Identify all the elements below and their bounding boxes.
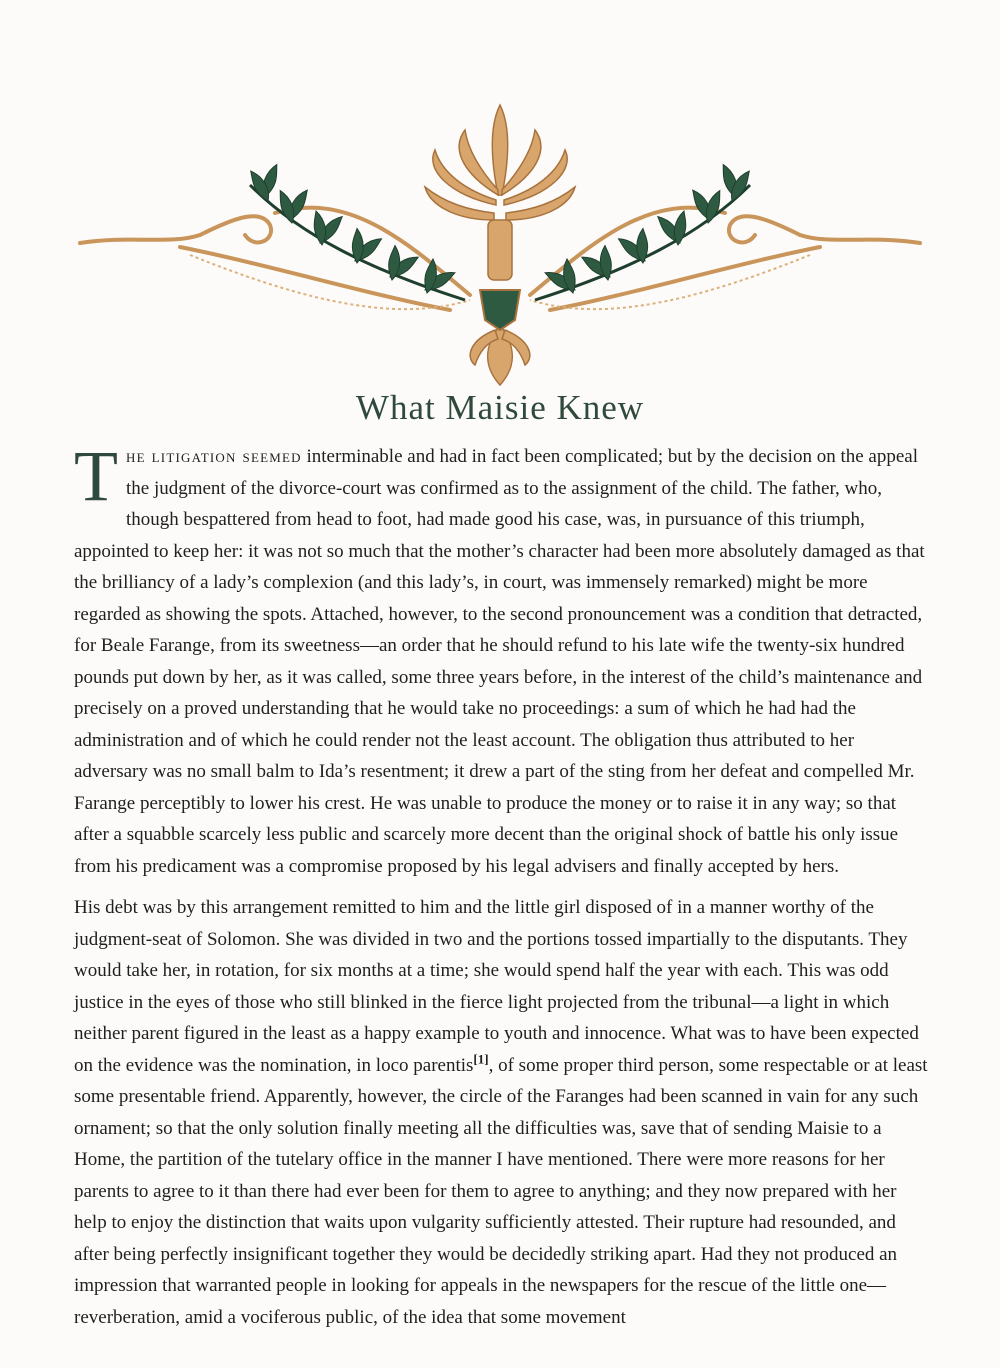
- paragraph-1: [74, 436, 929, 882]
- paragraph-2: [74, 892, 929, 1333]
- body-text: [74, 436, 929, 1343]
- paragraph-2-text-after: , of some proper third person, some respectable or at least some presentable friend. Apparently, however, the circle of the Faranges had been scanned in vain for any such ornament; so that the only solution finally meeting all the difficulties was, save that of sending Maisie to a Home, the partition of the tutelary office in the manner I have mentioned. There were more reasons for her parents to agree to it than there had ever been for them to agree to anything; and they now prepared with her help to enjoy the distinction that waits upon vulgarity sufficiently attested. Their rupture had resounded, and after being perfectly insignificant together they would be decidedly striking apart. Had they not produced an impression that warranted people in looking for appeals in the newspapers for the rescue of the little one—reverberation, amid a vociferous public, of the idea that some movement: [74, 1054, 928, 1328]
- laurel-acanthus-ornament-icon: [70, 95, 930, 390]
- footnote-link[interactable]: [1]: [473, 1051, 489, 1067]
- paragraph-2-text-before: His debt was by this arrangement remitted to him and the little girl disposed of in a manner worthy of the judgment-seat of Solomon. She was divided in two and the portions tossed impartially to the disputants. They would take her, in rotation, for six months at a time; she would spend half the year with each. This was odd justice in the eyes of those who still blinked in the fierce light projected from the tribunal—a light in which neither parent figured in the least as a happy example to youth and innocence. What was to have been expected on the evidence was the nomination, in loco parentis: [74, 897, 919, 1076]
- paragraph-1-text: interminable and had in fact been complicated; but by the decision on the appeal the judgment of the divorce-court was confirmed as to the assignment of the child. The father, who, though bespattered from head to foot, had made good his case, was, in pursuance of this triumph, appointed to keep her: it was not so much that the mother’s character had been more absolutely damaged as that the brilliancy of a lady’s complexion (and this lady’s, in court, was immensely remarked) might be more regarded as showing the spots. Attached, however, to the second pronouncement was a condition that detracted, for Beale Farange, from its sweetness—an order that he should refund to his late wife the twenty-six hundred pounds put down by her, as it was called, some three years before, in the interest of the child’s maintenance and precisely on a proved understanding that he would take no proceedings: a sum of which he had had the administration and of which he could render not the least account. The obligation thus attributed to her adversary was no small balm to Ida’s resentment; it drew a part of the sting from her defeat and compelled Mr. Farange perceptibly to lower his crest. He was unable to produce the money or to raise it in any way; so that after a squabble scarcely less public and scarcely more decent than the original shock of battle his only issue from his predicament was a compromise proposed by his legal advisers and finally accepted by hers.: [74, 446, 925, 877]
- drop-cap: T: [74, 436, 118, 516]
- opening-smallcaps: he litigation seemed: [125, 446, 302, 467]
- page-title: What Maisie Knew: [355, 388, 645, 427]
